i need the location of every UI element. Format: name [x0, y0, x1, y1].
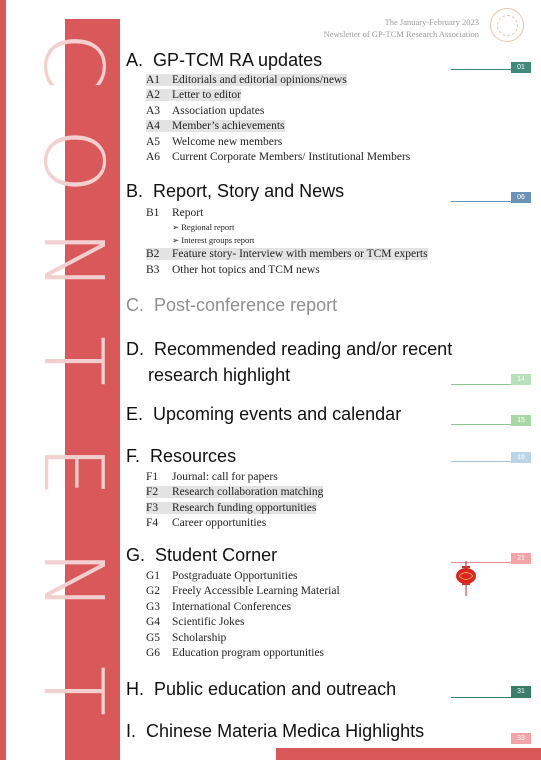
- toc-item-f2[interactable]: F2 Research collaboration matching: [146, 486, 324, 499]
- page-number-d[interactable]: 14: [511, 374, 531, 385]
- toc-item-g3[interactable]: G3 International Conferences: [146, 600, 292, 613]
- left-red-edge: [0, 0, 6, 760]
- toc-item-g5[interactable]: G5 Scholarship: [146, 631, 227, 644]
- section-a: [126, 49, 410, 165]
- page-number-f[interactable]: 16: [511, 452, 531, 463]
- issue-date: The January-February 2023: [384, 17, 479, 27]
- section-g: [126, 544, 340, 661]
- section-f-title[interactable]: F. Resources: [126, 446, 237, 466]
- lantern-icon: [455, 561, 477, 597]
- page-number-h[interactable]: 31: [511, 686, 531, 697]
- section-h-title[interactable]: H. Public education and outreach: [126, 679, 397, 699]
- association-logo-icon: [490, 8, 524, 42]
- toc-item-b2[interactable]: B2 Feature story- Interview with members or TCM experts: [146, 248, 428, 261]
- page-number-a[interactable]: 01: [511, 62, 531, 73]
- page-number-e[interactable]: 15: [511, 415, 531, 426]
- toc-item-b1[interactable]: B1 Report: [146, 207, 204, 219]
- toc-item-a6[interactable]: A6 Current Corporate Members/ Institutional Members: [146, 151, 411, 164]
- section-i: [126, 720, 424, 742]
- section-e-title[interactable]: E. Upcoming events and calendar: [126, 404, 402, 424]
- newsletter-name: Newsletter of GP-TCM Research Association: [323, 29, 479, 39]
- toc-item-b3[interactable]: B3 Other hot topics and TCM news: [146, 263, 320, 276]
- toc-item-a2[interactable]: A2 Letter to editor: [146, 89, 241, 102]
- section-h: [126, 678, 396, 700]
- newsletter-header: [324, 16, 479, 40]
- toc-item-g2[interactable]: G2 Freely Accessible Learning Material: [146, 585, 340, 598]
- page-number-g[interactable]: 21: [511, 553, 531, 564]
- section-d-title[interactable]: D. Recommended reading and/or recent research highlight: [126, 339, 453, 385]
- toc-item-f4[interactable]: F4 Career opportunities: [146, 517, 267, 530]
- toc-item-g6[interactable]: G6 Education program opportunities: [146, 647, 325, 660]
- bottom-red-bar: [276, 748, 541, 760]
- toc-item-a3[interactable]: A3 Association updates: [146, 104, 265, 117]
- section-d: [126, 336, 452, 388]
- page-number-b[interactable]: 06: [511, 192, 531, 203]
- section-c-title[interactable]: C. Post-conference report: [126, 295, 338, 315]
- toc-item-f1[interactable]: F1 Journal: call for papers: [146, 471, 278, 483]
- section-c: [126, 294, 337, 316]
- section-b-title[interactable]: B. Report, Story and News: [126, 181, 345, 201]
- page-number-i[interactable]: 33: [511, 733, 531, 744]
- toc-item-a1[interactable]: A1 Editorials and editorial opinions/news: [146, 74, 347, 86]
- toc-subitem-interest[interactable]: ➢ Interest groups report: [172, 235, 255, 246]
- section-g-title[interactable]: G. Student Corner: [126, 545, 278, 565]
- side-letter-e: E: [25, 445, 120, 497]
- toc-item-g4[interactable]: G4 Scientific Jokes: [146, 616, 245, 629]
- section-a-title[interactable]: A. GP-TCM RA updates: [126, 50, 323, 70]
- section-b: [126, 180, 428, 278]
- side-letter-n: N: [25, 230, 120, 292]
- toc-item-a5[interactable]: A5 Welcome new members: [146, 135, 283, 148]
- side-letter-t: T: [25, 335, 120, 387]
- section-e: [126, 403, 401, 425]
- section-i-title[interactable]: I. Chinese Materia Medica Highlights: [126, 721, 425, 741]
- toc-item-f3[interactable]: F3 Research funding opportunities: [146, 501, 317, 514]
- page-rule-h: [451, 697, 531, 698]
- side-letter-t2: T: [25, 665, 120, 717]
- side-letter-c: C: [25, 32, 120, 90]
- side-letter-n2: N: [25, 550, 120, 612]
- side-letter-o: O: [25, 128, 120, 194]
- section-f: [126, 445, 323, 532]
- toc-item-a4[interactable]: A4 Member’s achievements: [146, 120, 285, 133]
- toc-subitem-regional[interactable]: ➢ Regional report: [172, 222, 235, 233]
- toc-item-g1[interactable]: G1 Postgraduate Opportunities: [146, 570, 298, 582]
